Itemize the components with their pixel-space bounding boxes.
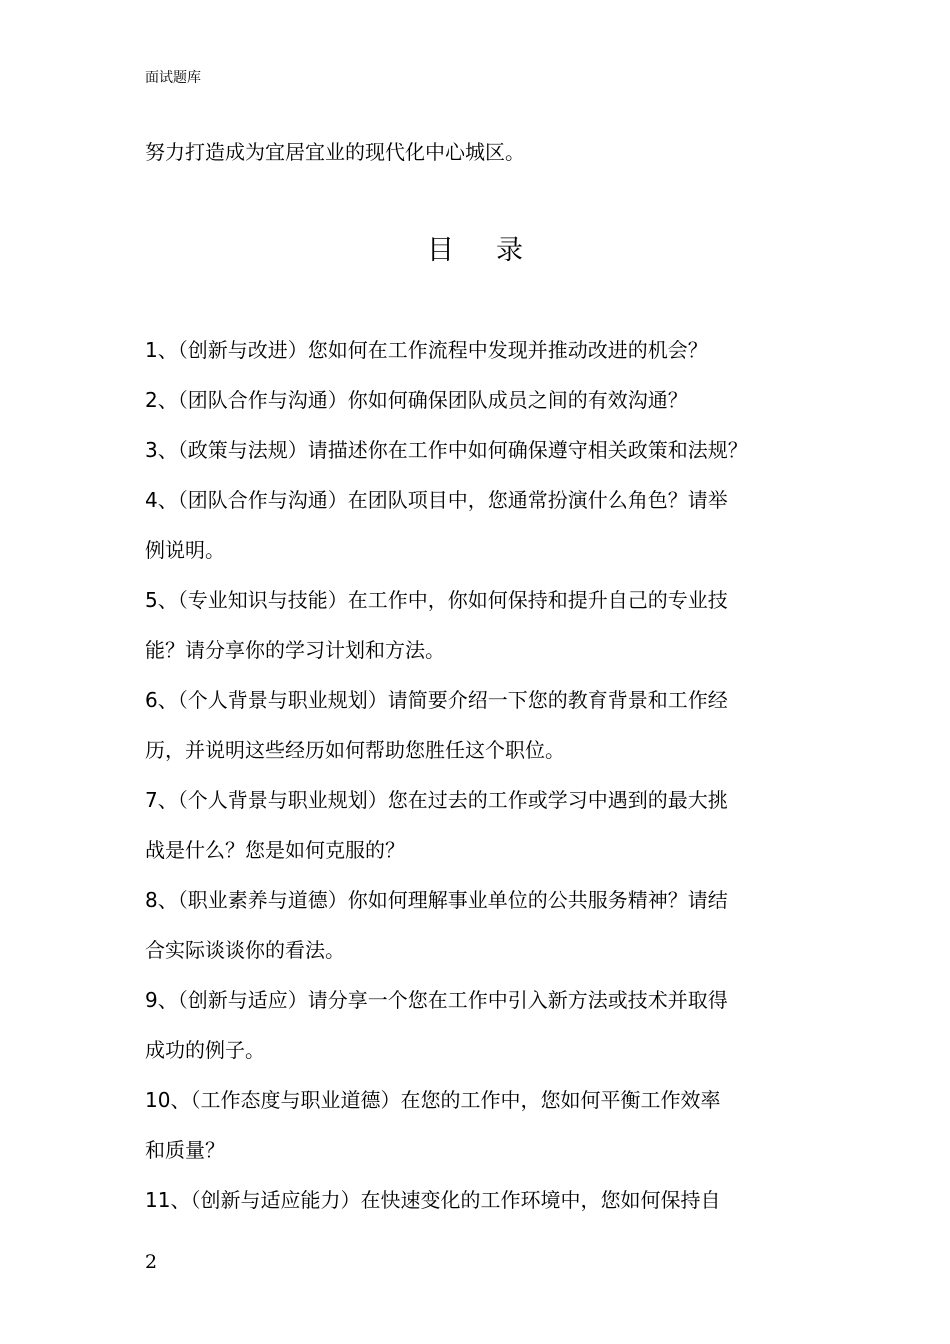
toc-line: 5、（专业知识与技能）在工作中，你如何保持和提升自己的专业技 bbox=[145, 588, 728, 612]
toc-line: 合实际谈谈你的看法。 bbox=[145, 938, 345, 962]
toc-line: 10、（工作态度与职业道德）在您的工作中，您如何平衡工作效率 bbox=[145, 1088, 721, 1112]
toc-title-char-2: 录 bbox=[496, 235, 523, 266]
toc-list bbox=[145, 337, 835, 1237]
toc-line: 11、（创新与适应能力）在快速变化的工作环境中，您如何保持自 bbox=[145, 1188, 721, 1212]
toc-line: 和质量？ bbox=[145, 1138, 225, 1162]
toc-line: 1、（创新与改进）您如何在工作流程中发现并推动改进的机会？ bbox=[145, 338, 708, 362]
toc-line: 能？请分享你的学习计划和方法。 bbox=[145, 638, 445, 662]
toc-line: 成功的例子。 bbox=[145, 1038, 265, 1062]
page-number: 2 bbox=[145, 1251, 158, 1273]
toc-line: 8、（职业素养与道德）你如何理解事业单位的公共服务精神？请结 bbox=[145, 888, 728, 912]
toc-line: 7、（个人背景与职业规划）您在过去的工作或学习中遇到的最大挑 bbox=[145, 788, 728, 812]
toc-line: 9、（创新与适应）请分享一个您在工作中引入新方法或技术并取得 bbox=[145, 988, 728, 1012]
toc-line: 6、（个人背景与职业规划）请简要介绍一下您的教育背景和工作经 bbox=[145, 688, 728, 712]
toc-line: 战是什么？您是如何克服的？ bbox=[145, 838, 405, 862]
toc-line: 2、（团队合作与沟通）你如何确保团队成员之间的有效沟通？ bbox=[145, 388, 688, 412]
toc-title-char-1: 目 bbox=[427, 235, 454, 266]
toc-line: 例说明。 bbox=[145, 538, 225, 562]
toc-title bbox=[0, 234, 950, 268]
toc-line: 历，并说明这些经历如何帮助您胜任这个职位。 bbox=[145, 738, 565, 762]
toc-line: 3、（政策与法规）请描述你在工作中如何确保遵守相关政策和法规？ bbox=[145, 438, 748, 462]
toc-line: 4、（团队合作与沟通）在团队项目中，您通常扮演什么角色？请举 bbox=[145, 488, 728, 512]
intro-paragraph: 努力打造成为宜居宜业的现代化中心城区。 bbox=[145, 140, 525, 164]
page-header: 面试题库 bbox=[145, 70, 201, 86]
